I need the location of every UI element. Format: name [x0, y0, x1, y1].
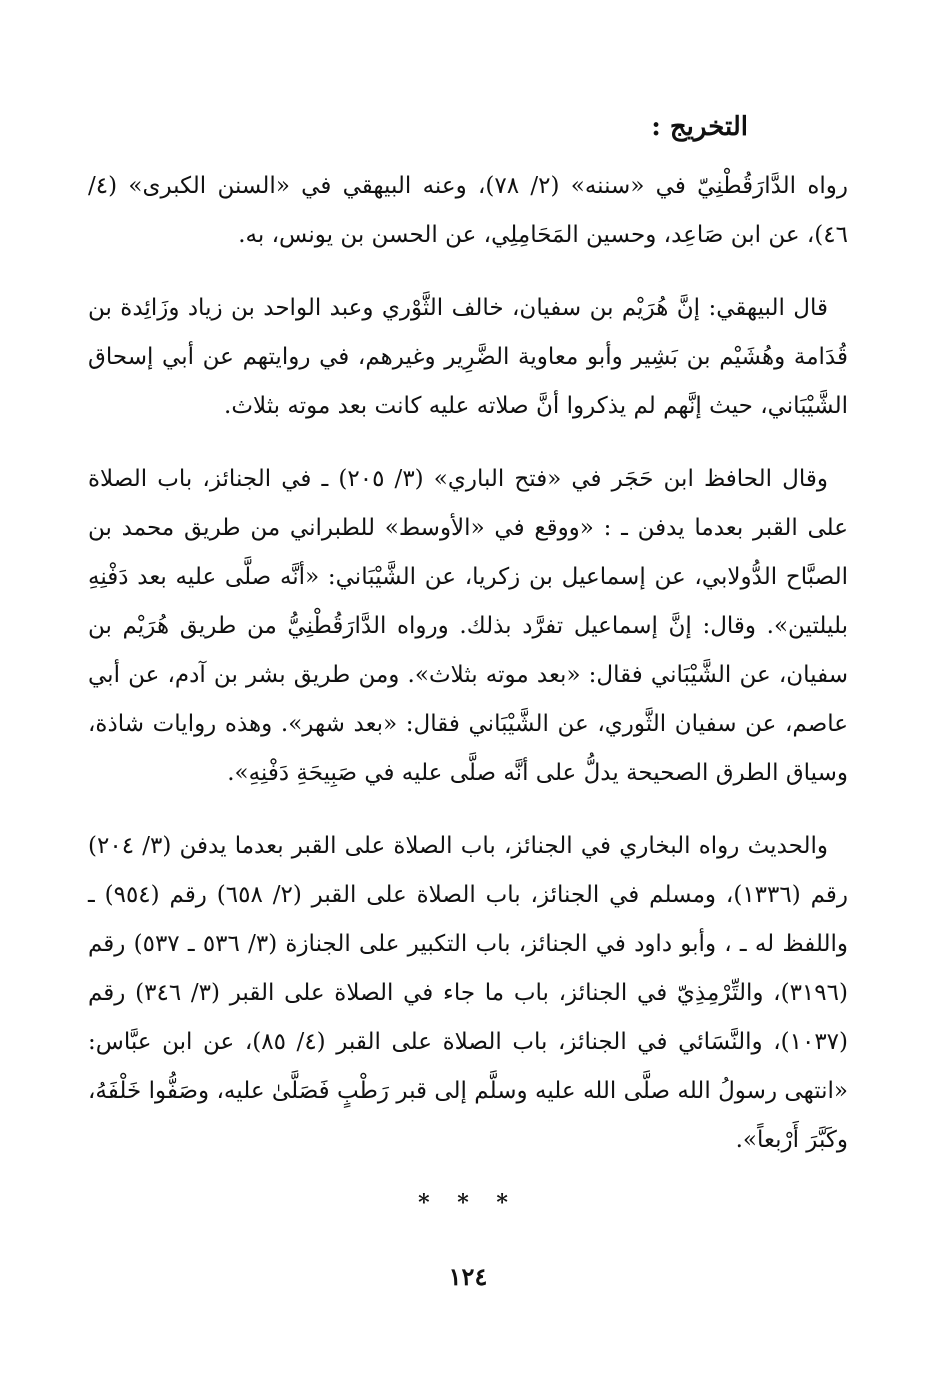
page-number: ١٢٤: [448, 1262, 488, 1291]
paragraph-ibn-hajar: وقال الحافظ ابن حَجَر في «فتح الباري» (٣/ ٢٠٥) ـ في الجنائز، باب الصلاة على القبر بعدما يدفن ـ : «ووقع في «الأوسط» للطبراني من طريق محمد بن الصبَّاح الدُّولابي، عن إسماعيل بن زكريا، عن الشَّيْبَاني: «أنَّه صلَّى عليه بعد دَفْنِهِ بليلتين». وقال: إنَّ إسماعيل تفرَّد بذلك. ورواه الدَّارَقُطْنِيُّ من طريق هُرَيْم بن سفيان، عن الشَّيْبَاني فقال: «بعد موته بثلاث». ومن طريق بشر بن آدم، عن أبي عاصم، عن سفيان الثَّوري، عن الشَّيْبَاني فقال: «بعد شهر». وهذه روايات شاذة، وسياق الطرق الصحيحة يدلُّ على أنَّه صلَّى عليه في صَبِيحَةِ دَفْنِهِ».: [88, 466, 848, 786]
paragraph-bayhaqi: قال البيهقي: إنَّ هُرَيْم بن سفيان، خالف الثَّوْري وعبد الواحد بن زياد وزَائِدة بن قُدَامة وهُشَيْم بن بَشِير وأبو معاوية الضَّرِير وغيرهم، في روايتهم عن أبي إسحاق الشَّيْبَاني، حيث إنَّهم لم يذكروا أنَّ صلاته عليه كانت بعد موته بثلاث.: [88, 295, 848, 419]
paragraph-hadith-sources: والحديث رواه البخاري في الجنائز، باب الصلاة على القبر بعدما يدفن (٣/ ٢٠٤) رقم (١٣٣٦)، ومسلم في الجنائز، باب الصلاة على القبر (٢/ ٦٥٨) رقم (٩٥٤) ـ واللفظ له ـ ، وأبو داود في الجنائز، باب التكبير على الجنازة (٣/ ٥٣٦ ـ ٥٣٧) رقم (٣١٩٦)، والتِّرْمِذِيّ في الجنائز، باب ما جاء في الصلاة على القبر (٣/ ٣٤٦) رقم (١٠٣٧)، والنَّسَائي في الجنائز، باب الصلاة على القبر (٤/ ٨٥)، عن ابن عبَّاس: «انتهى رسولُ الله صلَّى الله عليه وسلَّم إلى قبر رَطْبٍ فَصَلَّىٰ عليه، وصَفُّوا خَلْفَهُ، وكَبَّرَ أَرْبعاً».: [88, 833, 849, 1153]
section-separator: * * *: [418, 1190, 518, 1216]
body-text: [88, 162, 848, 1189]
section-heading: التخريج :: [651, 112, 748, 142]
paragraph-takhrij: رواه الدَّارَقُطْنِيّ في «سننه» (٢/ ٧٨)، وعنه البيهقي في «السنن الكبرى» (٤/ ٤٦)، عن ابن صَاعِد، وحسين المَحَامِلِي، عن الحسن بن يونس، به.: [88, 173, 849, 248]
